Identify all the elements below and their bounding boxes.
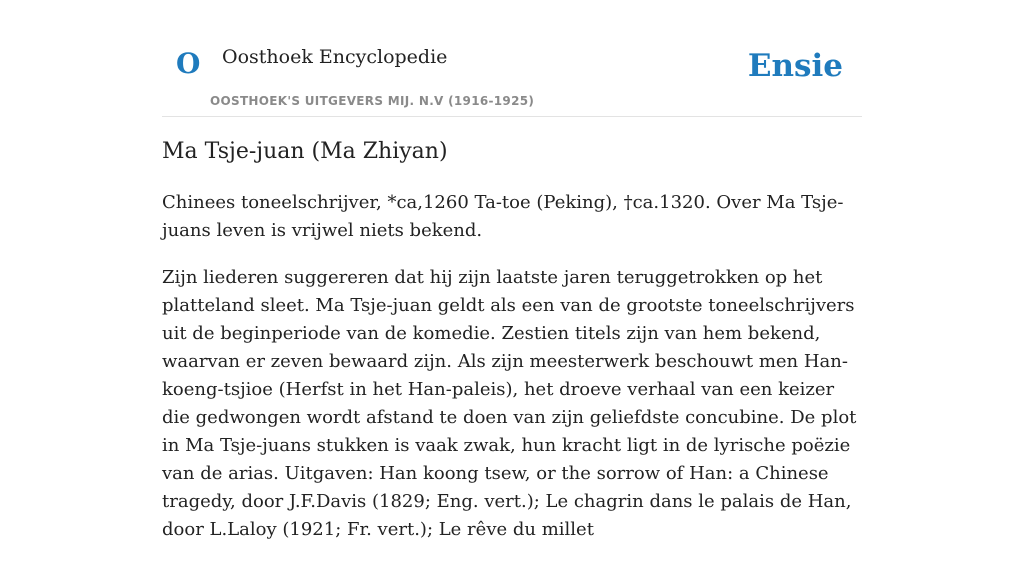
- site-header: [162, 0, 862, 117]
- ensie-logo-link[interactable]: Ensie: [747, 48, 843, 84]
- article-title: Ma Tsje-juan (Ma Zhiyan): [162, 139, 448, 164]
- encyclopedia-title[interactable]: Oosthoek Encyclopedie: [222, 46, 448, 68]
- article-paragraph: Chinees toneelschrijver, *ca,1260 Ta-toe (Peking), †ca.1320. Over Ma Tsje-juans leven is vrijwel niets bekend.: [162, 191, 844, 241]
- encyclopedia-logo[interactable]: O: [176, 47, 201, 80]
- publisher-label: OOSTHOEK'S UITGEVERS MIJ. N.V (1916-1925): [210, 94, 535, 108]
- article: [162, 138, 862, 563]
- article-paragraph: Zijn liederen suggereren dat hij zijn laatste jaren teruggetrokken op het platteland sleet. Ma Tsje-juan geldt als een van de grootste toneelschrijvers uit de beginperiode van de komedie. Zestien titels zijn van hem bekend, waarvan er zeven bewaard zijn. Als zijn meesterwerk beschouwt men Han-koeng-tsjioe (Herfst in het Han-paleis), het droeve verhaal van een keizer die gedwongen wordt afstand te doen van zijn geliefdste concubine. De plot in Ma Tsje-juans stukken is vaak zwak, hun kracht ligt in de lyrische poëzie van de arias. Uitgaven: Han koong tsew, or the sorrow of Han: a Chinese tragedy, door J.F.Davis (1829; Eng. vert.); Le chagrin dans le palais de Han, door L.Laloy (1921; Fr. vert.); Le rêve du millet: [162, 266, 857, 540]
